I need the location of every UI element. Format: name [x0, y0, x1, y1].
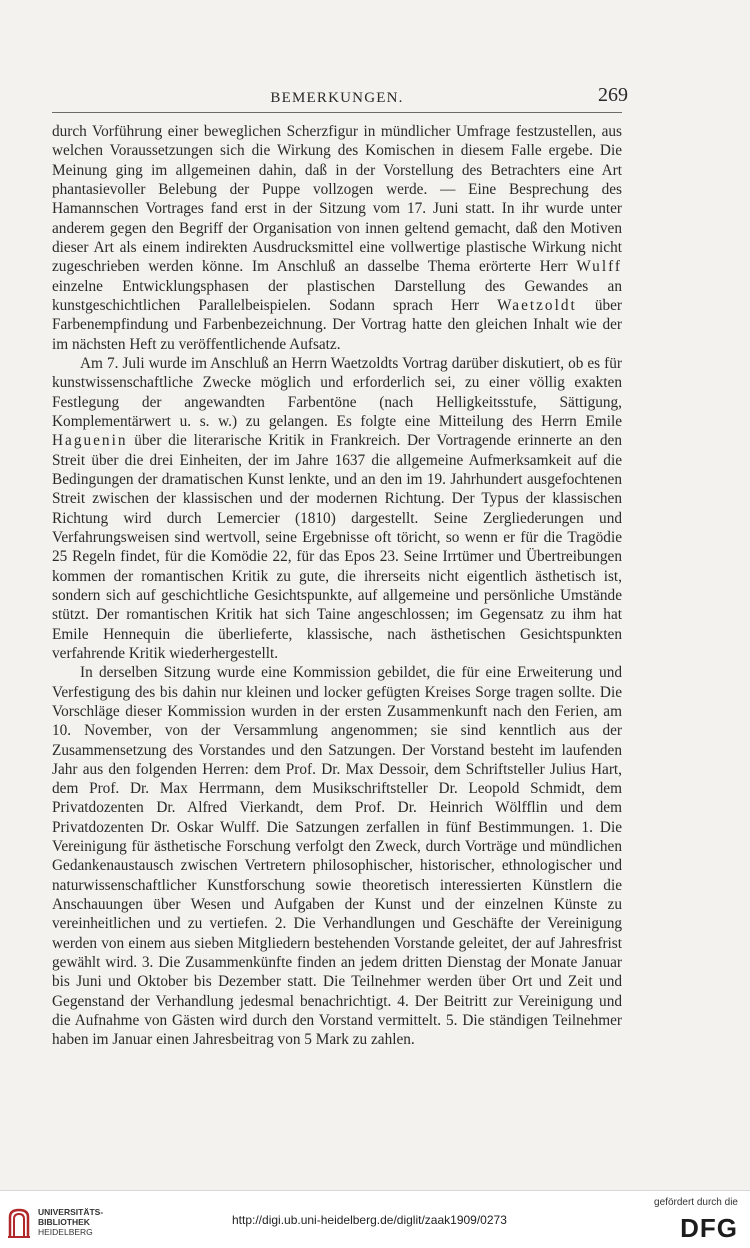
running-head: BEMERKUNGEN.: [270, 90, 404, 106]
text-span: über die literarische Kritik in Frankreich. Der Vortragende erinnerte an den Streit über die drei Einheiten, der im Jahre 1637 die allgemeine Aufmerksamkeit auf die Bedingungen der dramatischen Kunst lenkte, und an den im 19. Jahrhundert ausgefochtenen Streit zwischen der klassischen und der modernen Richtung. Der Typus der klassischen Richtung wird durch Lemercier (1810) dargestellt. Seine Zergliederungen und Verfahrungsweisen sind wertvoll, seine Ergebnisse oft töricht, so wenn er für die Tragödie 25 Regeln findet, für die Komödie 22, für das Epos 23. Seine Irrtümer und Übertreibungen kommen der romantischen Kritik zu gute, die ihrerseits nicht eigentlich ästhetisch ist, sondern sich auf geschichtliche Gesichtspunkte, auf allgemeine und persönliche Umstände stützt. Der romantischen Kritik hat sich Taine angeschlossen; im Gegensatz zu ihm hat Emile Hennequin die überlieferte, klassische, nach ästhetischen Gesichtspunkten verfahrende Kritik wiederhergestellt.: [52, 432, 622, 662]
library-seal-icon: [6, 1207, 32, 1239]
spaced-name-haguenin: Haguenin: [52, 432, 128, 450]
dfg-logo: DFG: [680, 1213, 738, 1243]
paragraph-2: [52, 354, 622, 663]
paragraph-1: [52, 122, 622, 354]
text-span: durch Vorführung einer beweglichen Scherzfigur in mündlicher Umfrage festzustellen, aus welchen Voraussetzungen sich die Wirkung des Komischen in diesem Falle ergebe. Die Meinung ging im allgemeinen dahin, daß in der Vorstellung des Betrachters eine Art phantasievoller Belebung der Puppe vollzogen werde. — Eine Besprechung des Hamannschen Vortrages fand erst in der Sitzung vom 17. Juni statt. In ihr wurde unter anderem gegen den Begriff der Organisation von innen geltend gemacht, daß den Motiven dieser Art als einem indirekten Ausdrucksmittel eine vollwertige plastische Wirkung nicht zugeschrieben werden könne. Im Anschluß an dasselbe Thema erörterte Herr: [52, 123, 622, 276]
page-number: 269: [598, 84, 628, 106]
body-text: [52, 122, 622, 1050]
spaced-name-wulff: Wulff: [576, 258, 622, 276]
permalink-url[interactable]: http://digi.ub.uni-heidelberg.de/diglit/zaak1909/0273: [232, 1213, 507, 1227]
funder-text: gefördert durch die: [654, 1197, 738, 1208]
library-line-1: UNIVERSITÄTS-: [38, 1207, 104, 1217]
page-header: [52, 84, 628, 114]
text-span: einzelne Entwicklungsphasen der plastischen Darstellung des Gewandes an kunstgeschichtlichen Parallelbeispielen. Sodann sprach Herr: [52, 277, 622, 314]
library-name: [38, 1207, 103, 1237]
text-span: über Farbenempfindung und Farbenbezeichnung. Der Vortrag hatte den gleichen Inhalt wie der im nächsten Heft zu veröffentlichende Aufsatz.: [52, 296, 622, 353]
viewer-footer: [0, 1190, 750, 1248]
text-span: Am 7. Juli wurde im Anschluß an Herrn Waetzoldts Vortrag darüber diskutiert, ob es für kunstwissenschaftliche Zwecke möglich und erforderlich sei, zu einer völlig exakten Festlegung der angewandten Farbentöne (nach Helligkeitsstufe, Sättigung, Komplementärwert u. s. w.) zu gelangen. Es folgte eine Mitteilung des Herrn Emile: [52, 354, 622, 430]
library-line-2: BIBLIOTHEK: [38, 1217, 90, 1227]
spaced-name-waetzoldt: Waetzoldt: [497, 296, 577, 314]
paragraph-3: In derselben Sitzung wurde eine Kommission gebildet, die für eine Erweiterung und Verfestigung des bis dahin nur kleinen und locker gefügten Kreises Sorge tragen sollte. Die Vorschläge dieser Kommission wurden in der ersten Zusammenkunft nach den Ferien, am 10. November, von der Versammlung angenommen; sie sind kenntlich aus der Zusammensetzung des Vorstandes und den Satzungen. Der Vorstand besteht im laufenden Jahr aus den folgenden Herren: dem Prof. Dr. Max Dessoir, dem Schriftsteller Julius Hart, dem Prof. Dr. Max Herrmann, dem Musikschriftsteller Dr. Leopold Schmidt, dem Privatdozenten Dr. Alfred Vierkandt, dem Prof. Dr. Heinrich Wölfflin und dem Privatdozenten Dr. Oskar Wulff. Die Satzungen zerfallen in fünf Bestimmungen. 1. Die Vereinigung für ästhetische Forschung verfolgt den Zweck, durch Vorträge und mündlichen Gedankenaustausch zwischen Vertretern philosophischer, historischer, ethnologischer und naturwissenschaftlicher Kunstforschung sowie theoretisch interessierten Künstlern die Anschauungen über Wesen und Aufgaben der Kunst und der einzelnen Künste zu vereinheitlichen und zu vertiefen. 2. Die Verhandlungen und Geschäfte der Vereinigung werden von einem aus sieben Mitgliedern bestehenden Vorstande geleitet, der auf Jahresfrist gewählt wird. 3. Die Zusammenkünfte finden an jedem dritten Dienstag der Monate Januar bis Juni und Oktober bis Dezember statt. Die Teilnehmer werden über Ort und Zeit und Gegenstand der Verhandlung jedesmal benachrichtigt. 4. Der Beitritt zur Vereinigung und die Aufnahme von Gästen wird durch den Vorstand vermittelt. 5. Die ständigen Teilnehmer haben im Januar einen Jahresbeitrag von 5 Mark zu zahlen.: [52, 664, 622, 1049]
library-line-3: HEIDELBERG: [38, 1227, 93, 1237]
header-rule: [52, 112, 622, 113]
